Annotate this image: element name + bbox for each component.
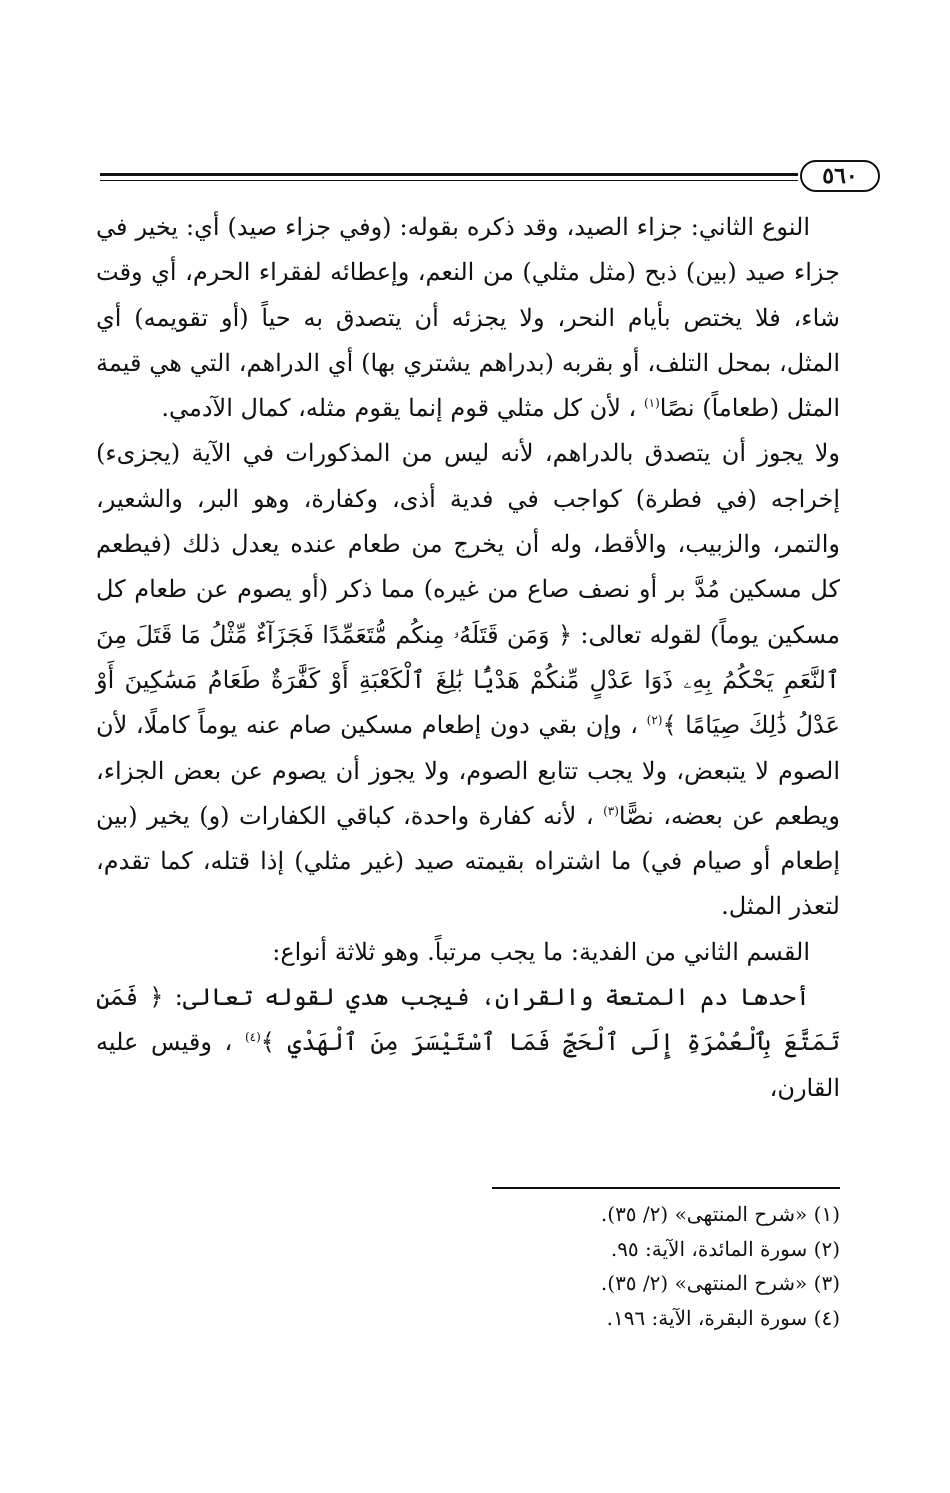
footnote-separator (492, 1187, 840, 1189)
paragraph-2-tail: ، وإن بقي دون إطعام مسكين صام عنه يوماً كاملًا، لأن الصوم لا يتبعض، ولا يجب تتابع الصوم، ولا يجوز أن يصوم عن بعض الجزاء، ويطعم عن بعضه، نصًّا (96, 711, 840, 830)
paragraph-1 (96, 205, 840, 431)
paragraph-2 (96, 431, 840, 929)
paragraph-2-text: ولا يجوز أن يتصدق بالدراهم، لأنه ليس من المذكورات في الآية (يجزىء) إخراجه (في فطرة) كواجب في فدية أذى، وكفارة، وهو البر، والشعير، والتمر، والزبيب، والأقط، وله أن يخرج من طعام عنده يعدل ذلك (فيطعم كل مسكين مُدَّ بر أو نصف صاع من غيره) مما ذكر (أو يصوم عن طعام كل مسكين يوماً) لقوله تعالى: ﴿ وَمَن قَتَلَهُۥ مِنكُم مُّتَعَمِّدًا فَجَزَآءٌ مِّثْلُ مَا قَتَلَ مِنَ ٱلنَّعَمِ يَحْكُمُ بِهِۦ ذَوَا عَدْلٍ مِّنكُمْ هَدْيًۢا بَٰلِغَ ٱلْكَعْبَةِ أَوْ كَفَّٰرَةٌ طَعَامُ مَسَٰكِينَ أَوْ عَدْلُ ذَٰلِكَ صِيَامًا ﴾ (96, 439, 840, 740)
footnote-ref-1: (١) (643, 396, 660, 411)
header-rule (100, 173, 798, 176)
paragraph-4-text: أحدها دم المتعة والقران، فيجب هدي لقوله تعالى: ﴿ فَمَن تَمَتَّعَ بِٱلْعُمْرَةِ إِلَى ٱلْحَجِّ فَمَا ٱسْتَيْسَرَ مِنَ ٱلْهَدْيِ ﴾ (96, 983, 841, 1057)
paragraph-1-tail: ، لأن كل مثلي قوم إنما يقوم مثله، كمال الآدمي. (161, 394, 637, 423)
footnotes (300, 1197, 840, 1335)
paragraph-1-text: النوع الثاني: جزاء الصيد، وقد ذكره بقوله: (وفي جزاء صيد) أي: يخير في جزاء صيد (بين) ذبح (مثل مثلي) من النعم، وإعطائه لفقراء الحرم، أي وقت شاء، فلا يختص بأيام النحر، ولا يجزئه أن يتصدق به حياً (أو تقويمه) أي المثل، بمحل التلف، أو بقربه (بدراهم يشتري بها) أي الدراهم، التي هي قيمة المثل (طعاماً) نصًا (96, 213, 840, 423)
paragraph-3: القسم الثاني من الفدية: ما يجب مرتباً. وهو ثلاثة أنواع: (272, 937, 810, 966)
paragraph-4 (96, 975, 840, 1111)
header-rule-thin (100, 180, 798, 181)
footnote-ref-4: (٤) (244, 1030, 261, 1045)
footnote-1: (١) «شرح المنتهى» (٢/ ٣٥). (600, 1202, 840, 1226)
footnote-ref-3: (٣) (603, 803, 619, 818)
body-text (96, 205, 840, 1111)
footnote-3: (٣) «شرح المنتهى» (٢/ ٣٥). (600, 1271, 840, 1296)
paragraph-2-tail-2: ، لأنه كفارة واحدة، كباقي الكفارات (و) يخير (بين إطعام أو صيام في) ما اشتراه بقيمته صيد (غير مثلي) إذا قتله، كما تقدم، لتعذر المثل. (96, 801, 840, 921)
page-number: ٥٦٠ (800, 160, 880, 192)
paragraph-4-tail: ، وقيس عليه القارن، (96, 1028, 840, 1102)
footnote-4: (٤) سورة البقرة، الآية: ١٩٦. (606, 1305, 840, 1330)
footnote-ref-2: (٢) (646, 713, 663, 728)
page-header (100, 160, 880, 194)
footnote-2: (٢) سورة المائدة، الآية: ٩٥. (610, 1236, 840, 1261)
